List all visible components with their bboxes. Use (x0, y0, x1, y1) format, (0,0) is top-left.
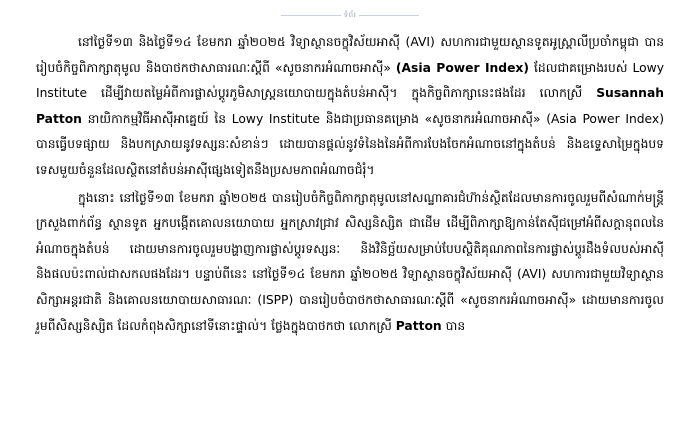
header-label: ទំព័រ (343, 11, 357, 19)
text-run: ក្នុងនោះ នៅថ្ងៃទី១៣ ខែមករា ឆ្នាំ២០២៥ បានរៀបចំកិច្ចពិភាក្សាតុមូលនៅសណ្ឋាគារជំហ៊ាន់ស្ថិតដែលមានការចូលរួមពីសំណាក់មន្ត្រីក្រសួងពាក់ព័ន្ធ ស្ថានទូត អ្នកបង្កើតគោលនយោបាយ អ្នកស្រាវជ្រាវ សិស្សនិស្សិត ជាដើម ដើម្បីពិភាក្សាឱ្យកាន់តែស៊ីជម្រៅអំពីសក្ដានុពលនៃអំណាចក្នុងតំបន់ ដោយមានការចូលរួមបង្ហាញការផ្លាស់ប្តូរទស្សនៈ និងវិនិច្ឆ័យសម្រាប់បែបស្ថិតិគុណភាពនៃការផ្លាស់ប្តូរដឹងទំលបស់អាស៊ី និងផលប៉ះពាល់ជាសកលផងដែរ។ បន្ទាប់ពីនេះ នៅថ្ងៃទី១៤ ខែមករា ឆ្នាំ២០២៥ វិទ្យាស្ថានចក្ខុវិស័យអាស៊ី (AVI) សហការជាមួយវិទ្យាស្ថានសិក្សាអន្តរជាតិ និងគោលនយោបាយសាធារណៈ (ISPP) បានរៀបចំបាថកថាសាធារណៈស្តីពី «សូចនាករអំណាចអាស៊ី» ដោយមានការចូលរួមពីសិស្សនិស្សិត ដែលកំពុងសិក្សានៅទីនោះផ្ទាល់។ ថ្លែងក្នុងបាថកថា លោកស្រី (36, 190, 664, 333)
text-run: នៅថ្ងៃទី១៣ និងថ្ងៃទី១៤ ខែមករា ឆ្នាំ២០២៥ វិទ្យាស្ថានចក្ខុវិស័យអាស៊ី (AVI) សហការជាមួយស្ថានទូតអូស្ត្រាលីប្រចាំកម្ពុជា បានរៀបចំកិច្ចពិភាក្សាតុមូល និងបាថកថាសាធារណៈស្តីពី «សូចនាករអំណាចអាស៊ី» (36, 35, 664, 75)
text-run: Patton (395, 318, 442, 333)
page-header-mark (0, 10, 700, 20)
header-rule-right (359, 15, 419, 16)
text-run: (Asia Power Index) (395, 60, 529, 75)
paragraph-1 (36, 30, 664, 184)
text-run: Susannah Patton (36, 86, 664, 126)
paragraph-2 (36, 186, 664, 340)
text-run: ដែលជាគម្រោងរបស់ Lowy Institute ដើម្បីវាយតម្លៃអំពីការផ្លាស់ប្តូរភូមិសាស្ត្រនយោបាយក្នុងតំបន់អាស៊ី។ ក្នុងកិច្ចពិភាក្សានេះផងដែរ លោកស្រី (36, 60, 664, 101)
text-run: បាន (441, 318, 466, 333)
header-rule-left (281, 15, 341, 16)
document-body (36, 30, 664, 341)
text-run: នាយិកាកម្មវិធីអាស៊ីអាគ្នេយ៍ នៃ Lowy Institute និងជាប្រធានគម្រោង «សូចនាករអំណាចអាស៊ី» (Asia Power Index) បានធ្វើបទផ្សាយ និងបកស្រាយនូវទស្សនៈសំខាន់ៗ ដោយបានផ្តល់នូវទំនៃងនៃអំពីការបែងចែកអំណាចនៅក្នុងតំបន់ និងឧទ្ទេសាម្រៃក្នុងបទទេសមួយចំនួនដែលស្ថិតនៅតំបន់អាស៊ីផ្សេងទៀតនឹងប្រសមភាពអំណាចជំរុំ។ (36, 111, 664, 177)
